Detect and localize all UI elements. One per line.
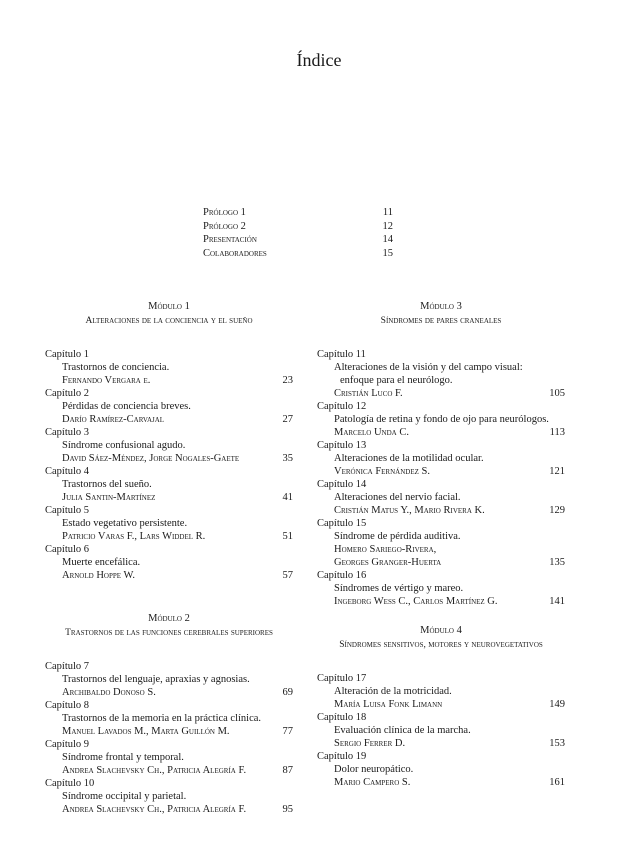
chapter-title: Muerte encefálica. (62, 557, 141, 568)
chapter-label: Capítulo 4 (45, 466, 90, 477)
chapter-list (317, 348, 565, 608)
module-title: Módulo 1 (148, 301, 190, 312)
front-matter-page: 15 (382, 247, 393, 259)
page-number: 161 (549, 777, 565, 788)
chapter-title: Síndrome de pérdida auditiva. (334, 531, 461, 542)
author-row (45, 530, 293, 543)
page-number: 113 (549, 427, 565, 438)
front-matter-page: 14 (382, 234, 393, 245)
author-row (317, 595, 565, 608)
chapter-author: Marcelo Unda C. (334, 427, 409, 438)
chapter-author: Cristián Matus Y., Mario Rivera K. (334, 505, 485, 516)
chapter-label: Capítulo 13 (317, 440, 367, 451)
page-number: 121 (549, 466, 565, 477)
chapter-entry (317, 517, 565, 569)
chapter-author: Ingeborg Wess C., Carlos Martínez G. (334, 596, 498, 607)
author-row (45, 569, 293, 582)
chapter-entry (45, 699, 293, 738)
chapter-label: Capítulo 3 (45, 427, 90, 438)
chapter-title: Evaluación clínica de la marcha. (334, 725, 471, 736)
chapter-author: Andrea Slachevsky Ch., Patricia Alegría F. (62, 804, 247, 815)
chapter-entry (317, 439, 565, 478)
chapter-entry (45, 738, 293, 777)
page-number: 129 (549, 505, 565, 516)
page-number: 23 (282, 375, 293, 386)
chapter-list (45, 660, 293, 816)
author-row (317, 556, 565, 569)
author-row (317, 426, 565, 439)
author-row (45, 413, 293, 426)
front-matter-label: Colaboradores (203, 247, 267, 259)
chapter-entry (317, 750, 565, 789)
chapter-author: Darío Ramírez-Carvajal (62, 414, 165, 425)
chapter-title: Trastornos de conciencia. (62, 362, 170, 373)
chapter-title: Síndrome confusional agudo. (62, 440, 186, 451)
chapter-author: Arnold Hoppe W. (62, 570, 136, 581)
author-row (45, 803, 293, 816)
page-number: 27 (282, 414, 293, 425)
page-number: 87 (282, 765, 293, 776)
chapter-title: Trastornos de la memoria en la práctica clínica. (62, 713, 262, 724)
chapter-title: Síndrome frontal y temporal. (62, 752, 184, 763)
chapter-entry (317, 672, 565, 711)
author-row (317, 698, 565, 711)
page-title: Índice (296, 50, 342, 70)
chapter-title: Patología de retina y fondo de ojo para neurólogos. (334, 414, 549, 425)
chapter-entry (45, 543, 293, 582)
chapter-author: Mario Campero S. (334, 777, 411, 788)
chapter-entry (317, 400, 565, 439)
module-subtitle: Alteraciones de la conciencia y el sueño (85, 316, 253, 326)
page-number: 135 (549, 557, 565, 568)
front-matter-label: Prólogo 1 (203, 207, 246, 218)
author-row (45, 764, 293, 777)
chapter-title: Pérdidas de conciencia breves. (62, 401, 191, 412)
front-matter-item (203, 220, 393, 234)
chapter-label: Capítulo 12 (317, 401, 367, 412)
chapter-label: Capítulo 16 (317, 570, 367, 581)
front-matter-label: Prólogo 2 (203, 220, 246, 232)
module-heading (45, 612, 293, 640)
chapter-title: Dolor neuropático. (334, 764, 414, 775)
chapter-title: Alteraciones del nervio facial. (334, 492, 461, 503)
chapter-title: Estado vegetativo persistente. (62, 518, 188, 529)
module-title: Módulo 4 (420, 625, 462, 636)
author-row (317, 465, 565, 478)
module-subtitle: Síndromes sensitivos, motores y neurovegetativos (339, 640, 543, 650)
front-matter-page: 11 (382, 207, 393, 218)
chapter-entry (45, 777, 293, 816)
chapter-label: Capítulo 9 (45, 739, 90, 750)
author-row (45, 725, 293, 738)
chapter-author: Patricio Varas F., Lars Widdel R. (62, 531, 206, 542)
chapter-label: Capítulo 5 (45, 505, 90, 516)
chapter-label: Capítulo 8 (45, 700, 90, 711)
chapter-entry (317, 711, 565, 750)
page-number: 77 (282, 726, 293, 737)
chapter-title: Síndrome occipital y parietal. (62, 791, 187, 802)
chapter-label: Capítulo 7 (45, 661, 90, 672)
author-row (317, 387, 565, 400)
right-column (317, 300, 565, 789)
chapter-title: Alteraciones de la motilidad ocular. (334, 453, 484, 464)
chapter-author: Andrea Slachevsky Ch., Patricia Alegría F. (62, 765, 247, 776)
front-matter-label: Presentación (203, 234, 257, 245)
chapter-entry (45, 465, 293, 504)
page-number: 153 (549, 738, 565, 749)
module-subtitle: Trastornos de las funciones cerebrales superiores (65, 628, 273, 638)
chapter-author: Homero Sariego-Rivera, (334, 544, 437, 555)
module-heading (317, 300, 565, 328)
chapter-entry (317, 478, 565, 517)
page-number: 35 (282, 453, 293, 464)
module-title: Módulo 3 (420, 301, 462, 312)
chapter-entry (45, 660, 293, 699)
chapter-entry (45, 348, 293, 387)
author-row (45, 686, 293, 699)
page-number: 51 (282, 531, 293, 542)
chapter-author: Archibaldo Donoso S. (62, 687, 156, 698)
chapter-label: Capítulo 10 (45, 778, 95, 789)
page-number: 69 (282, 687, 293, 698)
chapter-author: María Luisa Fonk Limann (334, 699, 443, 710)
chapter-entry (317, 348, 565, 400)
chapter-author: Julia Santin-Martínez (62, 492, 156, 503)
left-column (45, 300, 293, 816)
chapter-label: Capítulo 19 (317, 751, 367, 762)
author-row (45, 452, 293, 465)
chapter-title: Síndromes de vértigo y mareo. (334, 583, 464, 594)
chapter-author: Cristián Luco F. (334, 388, 403, 399)
chapter-entry (45, 504, 293, 543)
chapter-entry (45, 387, 293, 426)
page-number: 141 (549, 596, 565, 607)
chapter-list (317, 672, 565, 789)
page-number: 149 (549, 699, 565, 710)
author-row (317, 737, 565, 750)
author-row (45, 491, 293, 504)
module-subtitle: Síndromes de pares craneales (380, 316, 502, 326)
chapter-author: Verónica Fernández S. (334, 466, 430, 477)
page-number: 57 (282, 570, 293, 581)
chapter-label: Capítulo 18 (317, 712, 367, 723)
chapter-title-line: enfoque para el neurólogo. (340, 375, 453, 386)
chapter-author: Sergio Ferrer D. (334, 738, 406, 749)
front-matter-item (203, 206, 393, 220)
author-row (317, 776, 565, 789)
chapter-entry (317, 569, 565, 608)
module-heading (317, 624, 565, 652)
chapter-label: Capítulo 14 (317, 479, 367, 490)
chapter-label: Capítulo 15 (317, 518, 367, 529)
chapter-label: Capítulo 2 (45, 388, 90, 399)
chapter-label: Capítulo 1 (45, 349, 90, 360)
page-number: 95 (282, 804, 293, 815)
chapter-label: Capítulo 17 (317, 673, 367, 684)
page-number: 41 (282, 492, 293, 503)
chapter-label: Capítulo 11 (317, 349, 366, 360)
front-matter-page: 12 (382, 220, 393, 232)
chapter-title (317, 361, 565, 387)
chapter-author: David Sáez-Méndez, Jorge Nogales-Gaete (62, 453, 240, 464)
page-number: 105 (549, 388, 565, 399)
chapter-title-line: Alteraciones de la visión y del campo visual: (334, 362, 523, 373)
front-matter-item (203, 247, 393, 261)
chapter-author: Fernando Vergara e. (62, 375, 151, 386)
chapter-list (45, 348, 293, 582)
chapter-entry (45, 426, 293, 465)
author-row (45, 374, 293, 387)
chapter-author: Manuel Lavados M., Marta Guillón M. (62, 726, 230, 737)
chapter-title: Trastornos del lenguaje, apraxias y agnosias. (62, 674, 250, 685)
front-matter-list (203, 206, 393, 260)
chapter-label: Capítulo 6 (45, 544, 90, 555)
module-heading (45, 300, 293, 328)
author-row (317, 504, 565, 517)
chapter-author: Georges Granger-Huerta (334, 557, 442, 568)
chapter-title: Alteración de la motricidad. (334, 686, 452, 697)
chapter-title: Trastornos del sueño. (62, 479, 152, 490)
front-matter-item (203, 233, 393, 247)
module-title: Módulo 2 (148, 613, 190, 624)
